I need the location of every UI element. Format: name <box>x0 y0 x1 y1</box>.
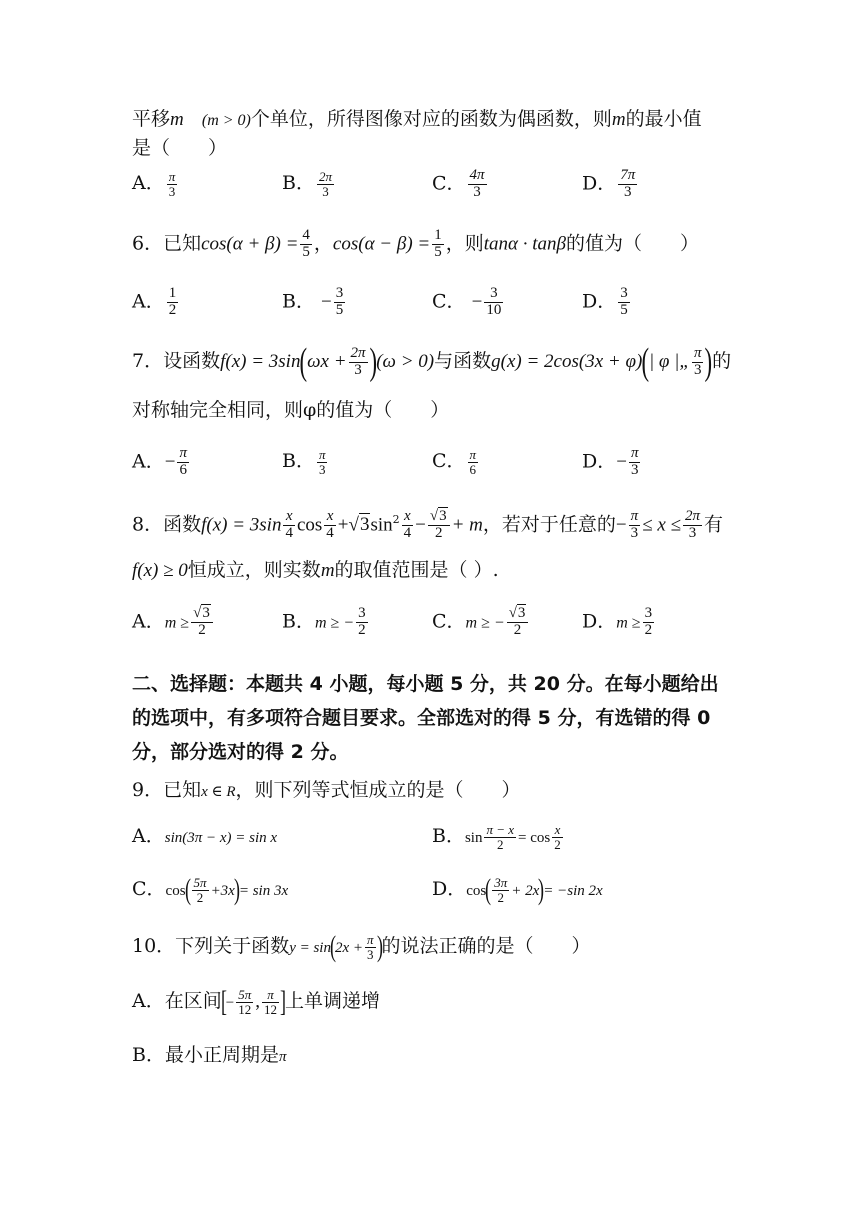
q5-stem-line1: 平移m (m > 0)个单位，所得图像对应的函数为偶函数，则m的最小值 <box>132 108 702 130</box>
section2-line1: 二、选择题：本题共 4 小题，每小题 5 分，共 20 分。在每小题给出 <box>132 673 719 695</box>
q5-option-a[interactable]: A． $\frac{\pi}{3}$ <box>132 168 176 199</box>
q8-stem-line1: 8．函数f(x) = 3sin $\frac{x}{4}$ cos $\frac{x}{4}$ $+√3\sin^2$ $\frac{x}{4}$ − $\frac{√3}{2}$ + m，若对于任意的− $\frac{\pi}{3}$ ≤ x ≤ $\frac{2\pi}{3}$ 有 <box>132 508 723 541</box>
q8-option-c[interactable]: C．m ≥ − $\frac{√3}{2}$ <box>432 606 530 639</box>
q10-option-b[interactable]: B．最小正周期是π <box>132 1044 287 1066</box>
q5-option-c[interactable]: C． $\frac{4\pi}{3}$ <box>432 167 485 200</box>
q5-option-d[interactable]: D． $\frac{7\pi}{3}$ <box>582 167 636 200</box>
section2-line2: 的选项中，有多项符合题目要求。全部选对的得 5 分，有选错的得 0 <box>132 707 711 729</box>
q9-option-c[interactable]: C．cos( $\frac{5\pi}{2}$ +3x)= sin 3x <box>132 873 289 906</box>
q7-option-c[interactable]: C． $\frac{\pi}{6}$ <box>432 446 477 477</box>
q7-option-a[interactable]: A．− $\frac{\pi}{6}$ <box>132 445 187 478</box>
q8-option-d[interactable]: D．m ≥ $\frac{3}{2}$ <box>582 605 653 638</box>
q6-option-b[interactable]: B． − $\frac{3}{5}$ <box>282 285 344 318</box>
q8-option-b[interactable]: B．m ≥ − $\frac{3}{2}$ <box>282 605 366 638</box>
q7-stem-line1: 7．设函数f(x) = 3sin(ωx + $\frac{2\pi}{3}$ )(ω > 0)与函数g(x) = 2cos(3x + φ)(| φ |„ $\frac{\pi}{3}$ )的 <box>132 341 732 383</box>
q6-option-d[interactable]: D． $\frac{3}{5}$ <box>582 285 628 318</box>
q9-option-d[interactable]: D．cos( $\frac{3\pi}{2}$ + 2x)= −sin 2x <box>432 873 603 906</box>
q7-option-d[interactable]: D．− $\frac{\pi}{3}$ <box>582 445 639 478</box>
q8-option-a[interactable]: A．m ≥ $\frac{√3}{2}$ <box>132 606 215 639</box>
q9-option-b[interactable]: B．sin $\frac{\pi - x}{2}$ = cos $\frac{x}{2}$ <box>432 821 561 852</box>
q10-stem: 10．下列关于函数y = sin(2x + $\frac{\pi}{3}$ )的说法正确的是（ ） <box>132 930 591 963</box>
q5-option-b[interactable]: B． $\frac{2\pi}{3}$ <box>282 168 332 199</box>
q7-option-b[interactable]: B． $\frac{\pi}{3}$ <box>282 446 326 477</box>
q5-stem-line2: 是（ ） <box>132 137 228 159</box>
q9-stem: 9．已知x ∈ R，则下列等式恒成立的是（ ） <box>132 779 521 801</box>
q6-option-a[interactable]: A． $\frac{1}{2}$ <box>132 285 177 318</box>
q6-stem: 6．已知cos(α + β) = $\frac{4}{5}$ ，cos(α − β) = $\frac{1}{5}$ ，则tanα · tanβ的值为（ ） <box>132 227 700 260</box>
q10-option-a[interactable]: A．在区间[− $\frac{5\pi}{12}$ , $\frac{\pi}{12}$ ]上单调递增 <box>132 985 380 1018</box>
section2-line3: 分，部分选对的得 2 分。 <box>132 741 349 763</box>
q7-stem-line2: 对称轴完全相同，则φ的值为（ ） <box>132 399 450 421</box>
q8-stem-line2: f(x) ≥ 0恒成立，则实数m的取值范围是（ ）. <box>132 559 499 581</box>
q6-option-c[interactable]: C． − $\frac{3}{10}$ <box>432 285 502 318</box>
q9-option-a[interactable]: A．sin(3π − x) = sin x <box>132 825 278 847</box>
